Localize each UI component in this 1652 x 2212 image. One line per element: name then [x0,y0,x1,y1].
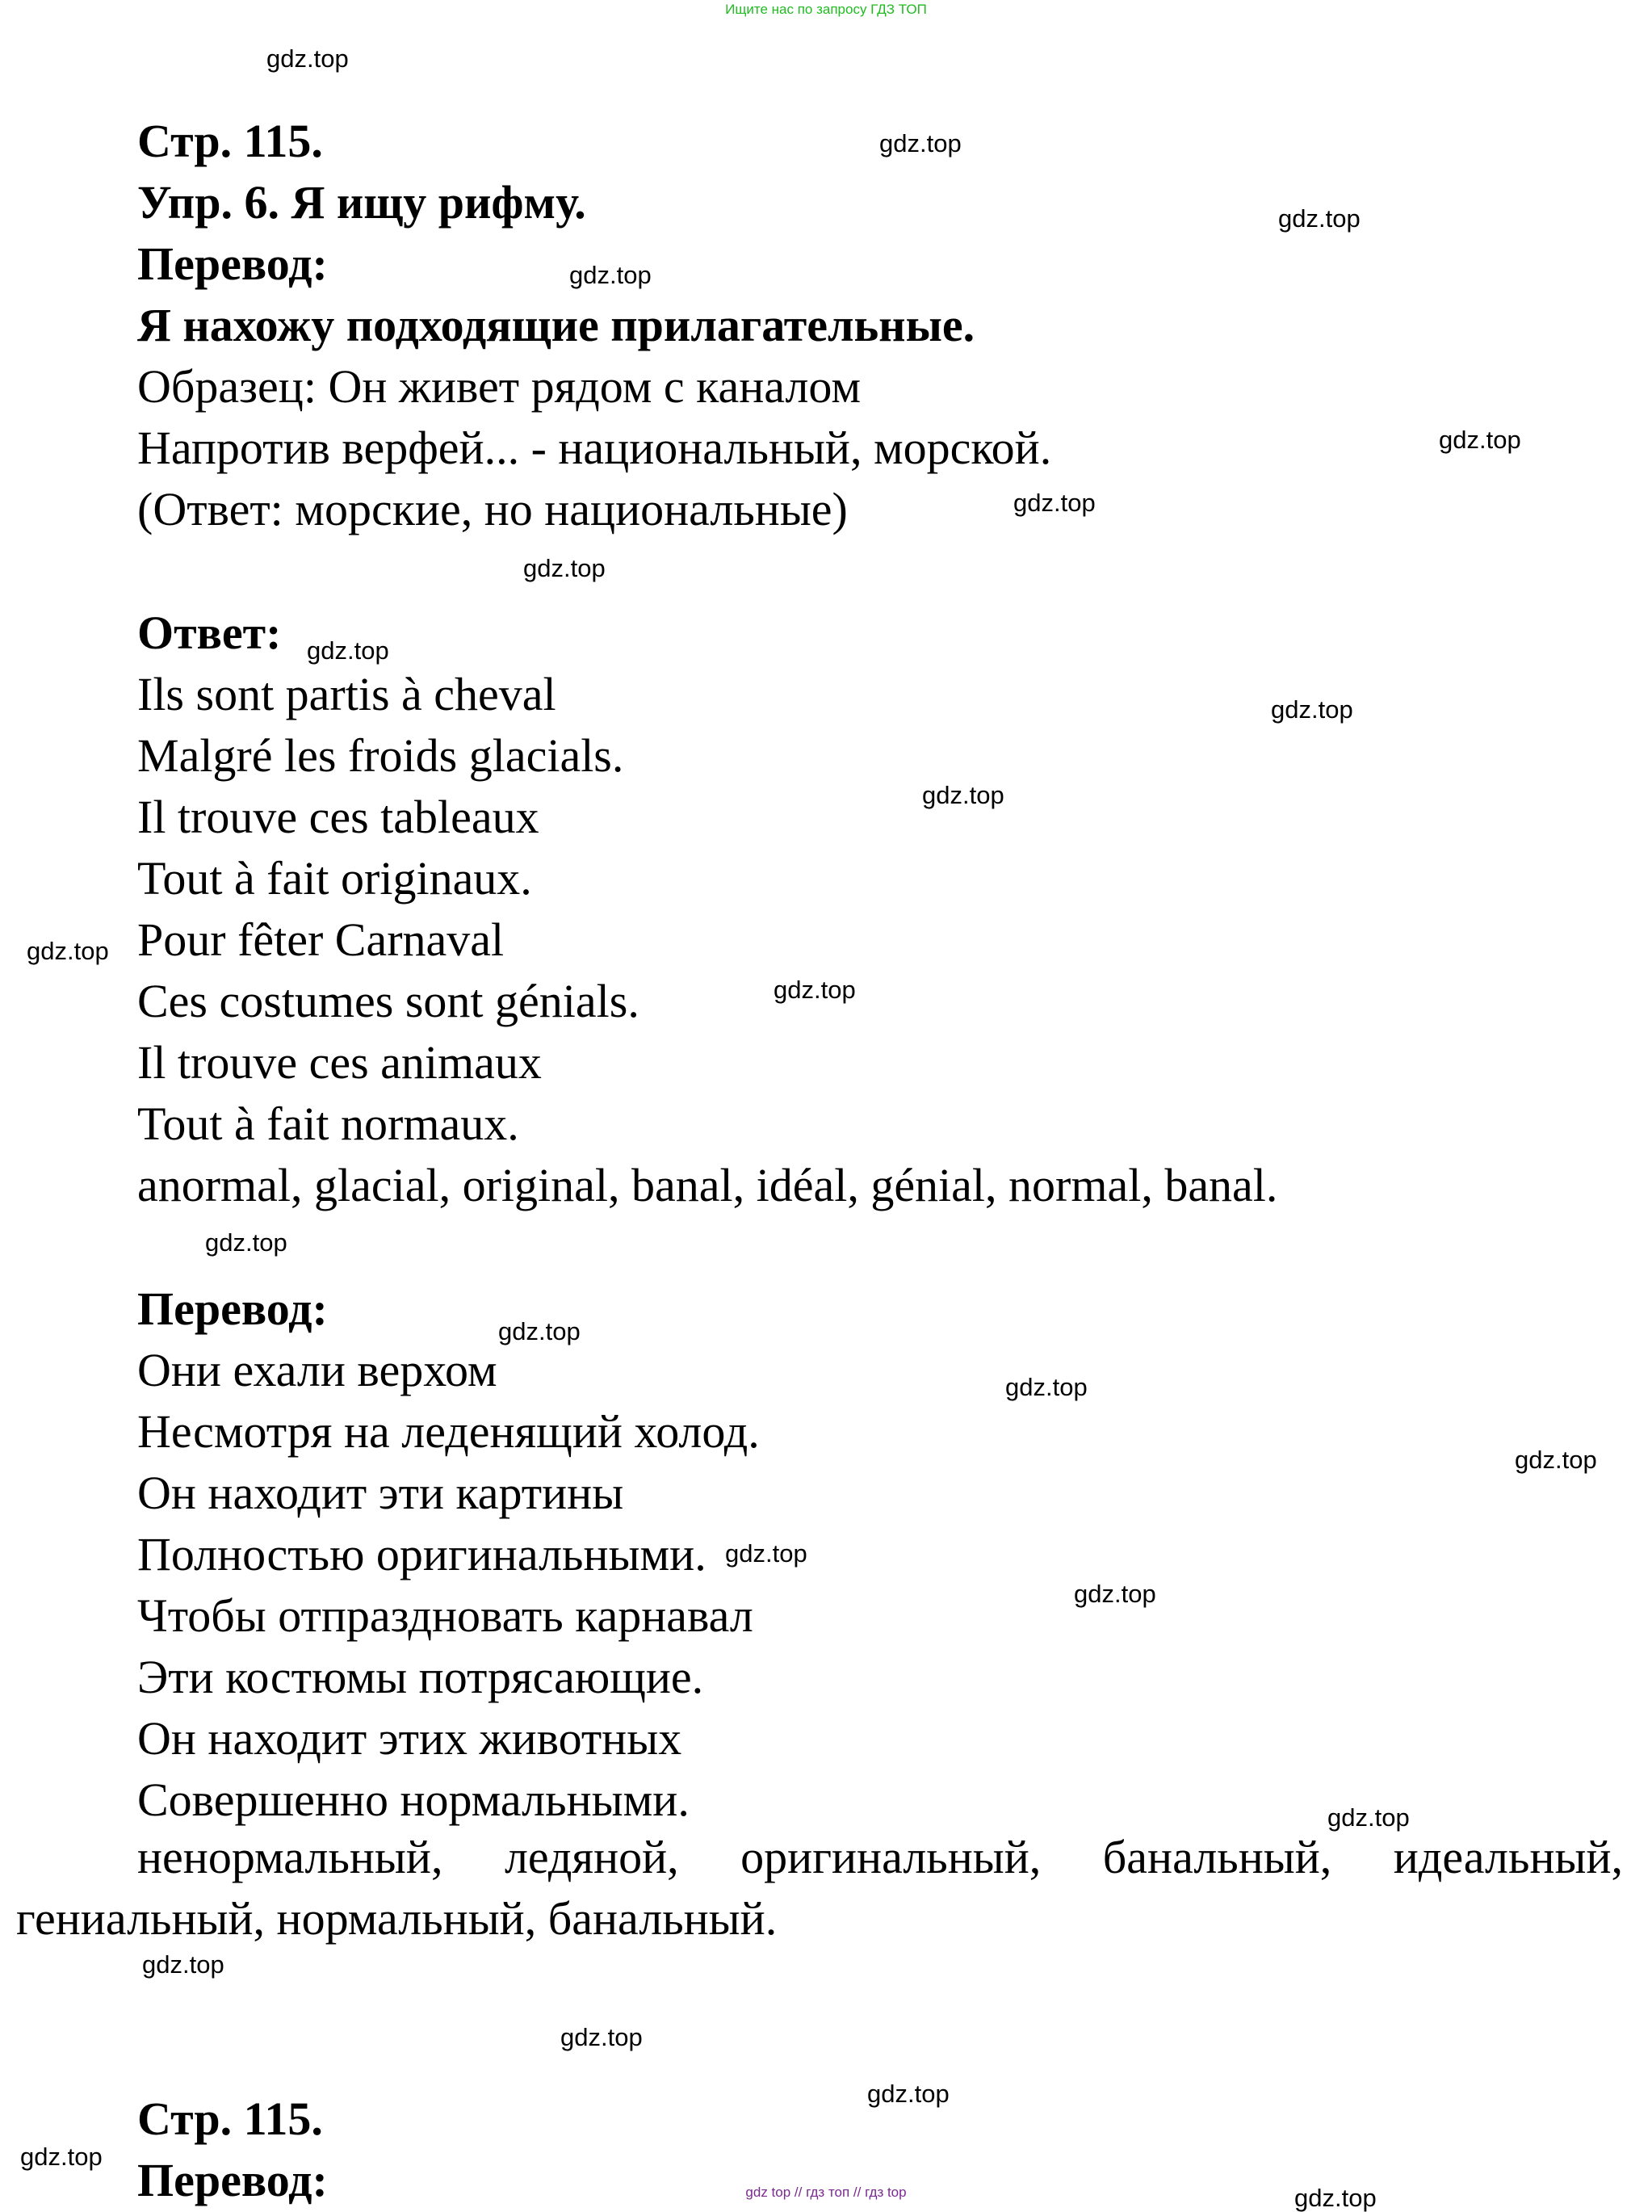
sample-line: Образец: Он живет рядом с каналом [137,360,862,413]
poem-line: Tout à fait normaux. [137,1098,519,1150]
watermark: gdz.top [867,2080,950,2108]
watermark: gdz.top [774,976,856,1004]
watermark: gdz.top [498,1317,581,1345]
translation-line: Совершенно нормальными. [137,1773,690,1826]
translation-heading-2: Перевод: [137,2154,328,2206]
adjective-list: anormal, glacial, original, banal, idéal, génial, normal, banal. [137,1159,1278,1211]
watermark: gdz.top [1074,1580,1156,1608]
watermark: gdz.top [1278,204,1361,233]
poem-line: Tout à fait originaux. [137,852,532,905]
translation-line: Эти костюмы потрясающие. [137,1651,704,1703]
watermark: gdz.top [1515,1446,1597,1474]
poem-line: Il trouve ces animaux [137,1036,542,1089]
translation-line: Полностью оригинальными. [137,1528,707,1580]
translation-line: Чтобы отпраздновать карнавал [137,1589,753,1642]
watermark: gdz.top [27,937,109,965]
translated-adjective-list: ненормальный, ледяной, оригинальный, банальный, идеальный, гениальный, нормальный, банальный. [16,1831,1623,1945]
translation-line: Несмотря на леденящий холод. [137,1405,760,1458]
sample-line: Напротив верфей... - национальный, морской. [137,422,1052,474]
sample-line: (Ответ: морские, но национальные) [137,483,848,535]
translation-line: Он находит эти картины [137,1467,624,1519]
watermark: gdz.top [1271,695,1353,724]
poem-line: Ces costumes sont génials. [137,975,639,1027]
watermark: gdz.top [922,781,1004,809]
watermark: gdz.top [879,129,962,157]
watermark: gdz.top [142,1950,224,1979]
watermark: gdz.top [1013,489,1096,517]
watermark: gdz.top [523,554,606,582]
exercise-title: Упр. 6. Я ищу рифму. [137,176,586,229]
watermark: gdz.top [1294,2184,1377,2212]
watermark: gdz.top [569,261,652,289]
page-reference-2: Стр. 115. [137,2092,323,2145]
watermark: gdz.top [266,44,349,73]
translation-line: Он находит этих животных [137,1712,682,1765]
translation-line: Они ехали верхом [137,1344,497,1396]
watermark: gdz.top [1327,1803,1410,1832]
watermark: gdz.top [205,1228,287,1257]
page-reference: Стр. 115. [137,115,323,167]
watermark: gdz.top [20,2143,103,2171]
poem-line: Ils sont partis à cheval [137,668,556,720]
watermark: gdz.top [725,1539,807,1568]
watermark: gdz.top [560,2023,643,2051]
poem-line: Pour fêter Carnaval [137,913,505,966]
translation-heading: Перевод: [137,1282,328,1335]
poem-line: Malgré les froids glacials. [137,729,624,782]
watermark: gdz.top [307,636,389,665]
translation-heading: Перевод: [137,237,328,290]
footer-links: gdz top // гдз топ // гдз top [745,2185,907,2200]
search-banner: Ищите нас по запросу ГДЗ ТОП [725,2,927,17]
poem-line: Il trouve ces tableaux [137,791,539,843]
task-statement: Я нахожу подходящие прилагательные. [137,299,975,351]
watermark: gdz.top [1005,1373,1088,1401]
answer-heading: Ответ: [137,607,282,659]
watermark: gdz.top [1439,426,1521,454]
